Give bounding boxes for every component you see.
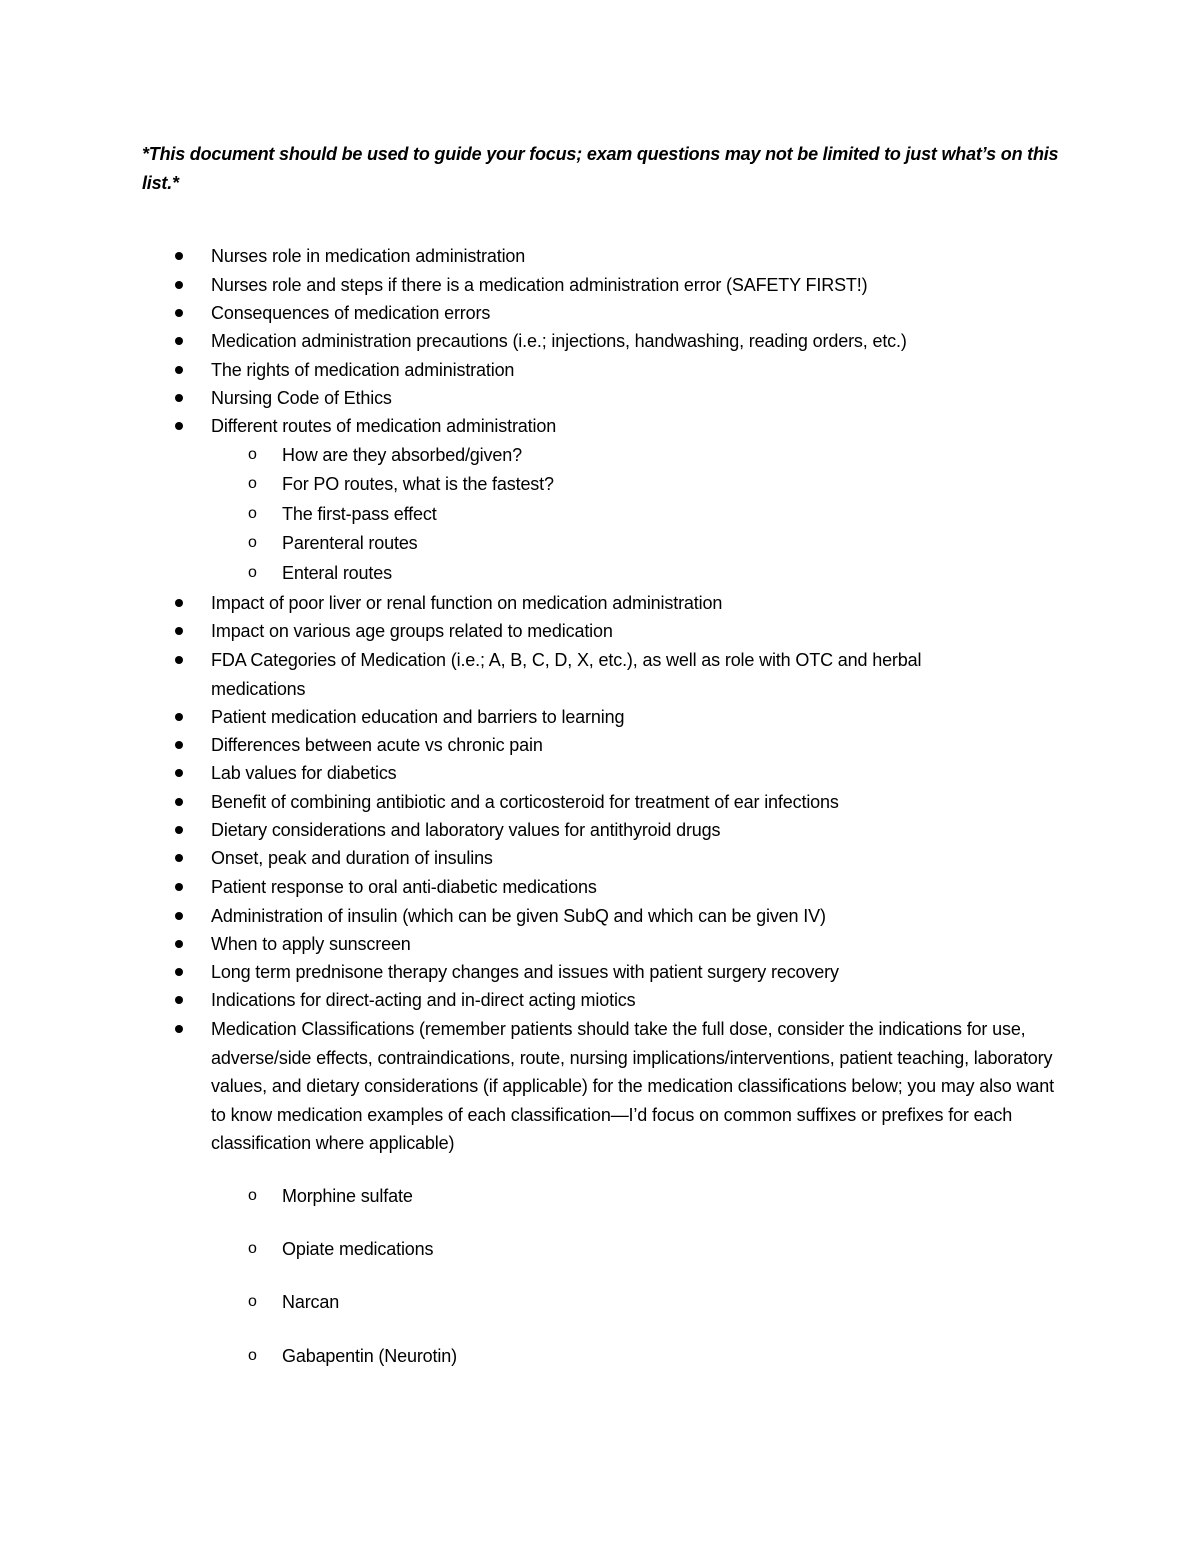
sub-bullet-marker: o: [248, 1240, 257, 1257]
list-item: Nursing Code of Ethics: [211, 388, 392, 408]
list-item: Differences between acute vs chronic pain: [211, 735, 543, 755]
list-item: Nurses role and steps if there is a medication administration error (SAFETY FIRST!): [211, 275, 868, 295]
sub-bullet-marker: o: [248, 534, 257, 551]
sub-bullet-marker: o: [248, 1347, 257, 1364]
sub-list-item: For PO routes, what is the fastest?: [282, 474, 554, 494]
list-item: Nurses role in medication administration: [211, 246, 526, 266]
list-item: Administration of insulin (which can be given SubQ and which can be given IV): [211, 906, 826, 926]
list-item: When to apply sunscreen: [211, 934, 411, 954]
list-item: Patient medication education and barriers to learning: [211, 707, 625, 727]
list-item: Indications for direct-acting and in-direct acting miotics: [211, 990, 636, 1010]
list-item: Benefit of combining antibiotic and a corticosteroid for treatment of ear infections: [211, 792, 839, 812]
sub-list-item: The first-pass effect: [282, 504, 437, 524]
sub-bullet-marker: o: [248, 1293, 257, 1310]
list-item: Onset, peak and duration of insulins: [211, 848, 493, 868]
list-item: Different routes of medication administration: [211, 416, 557, 436]
sub-list-item: Morphine sulfate: [282, 1186, 413, 1206]
sub-bullet-marker: o: [248, 564, 257, 581]
list-item: FDA Categories of Medication (i.e.; A, B, C, D, X, etc.), as well as role with OTC and herbal medications: [211, 650, 922, 699]
list-item: The rights of medication administration: [211, 360, 515, 380]
sub-list-item: Enteral routes: [282, 563, 392, 583]
sub-bullet-marker: o: [248, 505, 257, 522]
guidance-note: *This document should be used to guide your focus; exam questions may not be limited to just what’s on this list.*: [142, 144, 1059, 193]
sub-bullet-marker: o: [248, 1187, 257, 1204]
sub-list-item: Parenteral routes: [282, 533, 418, 553]
sub-bullet-marker: o: [248, 475, 257, 492]
list-item: Impact of poor liver or renal function on medication administration: [211, 593, 723, 613]
list-item: Medication administration precautions (i.e.; injections, handwashing, reading orders, etc.): [211, 331, 907, 351]
list-item: Consequences of medication errors: [211, 303, 491, 323]
list-item: Lab values for diabetics: [211, 763, 397, 783]
list-item: Dietary considerations and laboratory values for antithyroid drugs: [211, 820, 721, 840]
list-item: Medication Classifications (remember patients should take the full dose, consider the indications for use, adverse/side effects, contraindications, route, nursing implications/interventions, patient teaching, laboratory values, and dietary considerations (if applicable) for the medication classifications below; you may also want to know medication examples of each classification—I’d focus on common suffixes or prefixes for each classification where applicable): [211, 1019, 1054, 1153]
sub-bullet-marker: o: [248, 446, 257, 463]
list-item: Impact on various age groups related to medication: [211, 621, 613, 641]
sub-list-item: Narcan: [282, 1292, 340, 1312]
sub-list-item: Gabapentin (Neurotin): [282, 1346, 457, 1366]
list-item: Patient response to oral anti-diabetic medications: [211, 877, 597, 897]
list-item: Long term prednisone therapy changes and issues with patient surgery recovery: [211, 962, 839, 982]
sub-list-item: Opiate medications: [282, 1239, 434, 1259]
sub-list-item: How are they absorbed/given?: [282, 445, 522, 465]
